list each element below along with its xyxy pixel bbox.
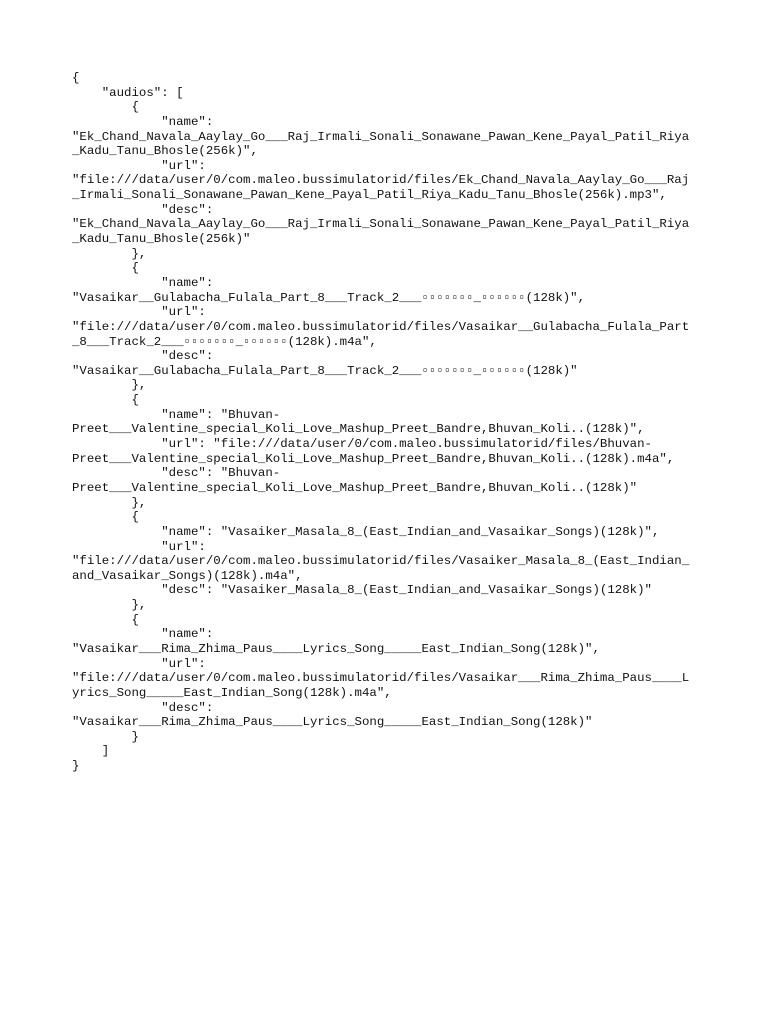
document-line: "desc": <box>72 202 214 217</box>
document-line: "name": "Vasaiker_Masala_8_(East_Indian_and_Vasaikar_Songs)(128k)", <box>72 524 660 539</box>
document-line: { <box>72 100 139 115</box>
document-line: "desc": <box>72 700 214 715</box>
document-line: Preet___Valentine_special_Koli_Love_Mashup_Preet_Bandre,Bhuvan_Koli..(128k).m4a", <box>72 451 675 466</box>
json-document <box>72 71 702 774</box>
document-line: and_Vasaikar_Songs)(128k).m4a", <box>72 568 303 583</box>
document-line: }, <box>72 246 147 261</box>
document-line: "file:///data/user/0/com.maleo.bussimulatorid/files/Ek_Chand_Navala_Aaylay_Go___Raj <box>72 173 690 188</box>
document-line: { <box>72 510 139 525</box>
document-line: "desc": "Vasaiker_Masala_8_(East_Indian_and_Vasaikar_Songs)(128k)" <box>72 583 652 598</box>
document-line: "url": <box>72 656 206 671</box>
document-line: "Vasaikar__Gulabacha_Fulala_Part_8___Track_2___▫▫▫▫▫▫▫_▫▫▫▫▫▫(128k)", <box>72 290 586 305</box>
document-line: _Irmali_Sonali_Sonawane_Pawan_Kene_Payal_Patil_Riya_Kadu_Tanu_Bhosle(256k).mp3", <box>72 188 667 203</box>
document-line: }, <box>72 598 147 613</box>
document-line: "Ek_Chand_Navala_Aaylay_Go___Raj_Irmali_Sonali_Sonawane_Pawan_Kene_Payal_Patil_Riya <box>72 217 690 232</box>
document-line: }, <box>72 378 147 393</box>
document-line: }, <box>72 495 147 510</box>
document-line: "Vasaikar___Rima_Zhima_Paus____Lyrics_Song_____East_Indian_Song(128k)", <box>72 641 600 656</box>
document-line: "url": <box>72 539 206 554</box>
document-line: "file:///data/user/0/com.maleo.bussimulatorid/files/Vasaikar__Gulabacha_Fulala_Part <box>72 319 690 334</box>
document-line: "name": <box>72 627 214 642</box>
document-line: "Ek_Chand_Navala_Aaylay_Go___Raj_Irmali_Sonali_Sonawane_Pawan_Kene_Payal_Patil_Riya <box>72 129 690 144</box>
document-line: "name": <box>72 114 214 129</box>
document-line: "audios": [ <box>72 85 184 100</box>
document-line: { <box>72 261 139 276</box>
document-line: ] <box>72 744 110 759</box>
document-line: Preet___Valentine_special_Koli_Love_Mashup_Preet_Bandre,Bhuvan_Koli..(128k)", <box>72 422 645 437</box>
document-line: Preet___Valentine_special_Koli_Love_Mashup_Preet_Bandre,Bhuvan_Koli..(128k)" <box>72 480 638 495</box>
document-line: "name": <box>72 275 214 290</box>
document-line: _8___Track_2___▫▫▫▫▫▫▫_▫▫▫▫▫▫(128k).m4a", <box>72 334 377 349</box>
document-line: "name": "Bhuvan- <box>72 407 281 422</box>
document-line: { <box>72 71 80 85</box>
document-line: "url": <box>72 158 206 173</box>
document-line: _Kadu_Tanu_Bhosle(256k)", <box>72 144 258 159</box>
document-line: yrics_Song_____East_Indian_Song(128k).m4a", <box>72 685 392 700</box>
document-line: "file:///data/user/0/com.maleo.bussimulatorid/files/Vasaikar___Rima_Zhima_Paus____L <box>72 671 690 686</box>
document-line: "url": "file:///data/user/0/com.maleo.bussimulatorid/files/Bhuvan- <box>72 437 652 452</box>
document-line: } <box>72 759 80 774</box>
document-line: } <box>72 729 139 744</box>
document-line: { <box>72 612 139 627</box>
document-line: "desc": "Bhuvan- <box>72 466 281 481</box>
document-line: "Vasaikar__Gulabacha_Fulala_Part_8___Track_2___▫▫▫▫▫▫▫_▫▫▫▫▫▫(128k)" <box>72 363 578 378</box>
document-line: "url": <box>72 305 206 320</box>
document-line: "file:///data/user/0/com.maleo.bussimulatorid/files/Vasaiker_Masala_8_(East_Indian_ <box>72 554 690 569</box>
document-line: "desc": <box>72 349 214 364</box>
document-line: "Vasaikar___Rima_Zhima_Paus____Lyrics_Song_____East_Indian_Song(128k)" <box>72 715 593 730</box>
document-line: { <box>72 393 139 408</box>
document-line: _Kadu_Tanu_Bhosle(256k)" <box>72 232 251 247</box>
